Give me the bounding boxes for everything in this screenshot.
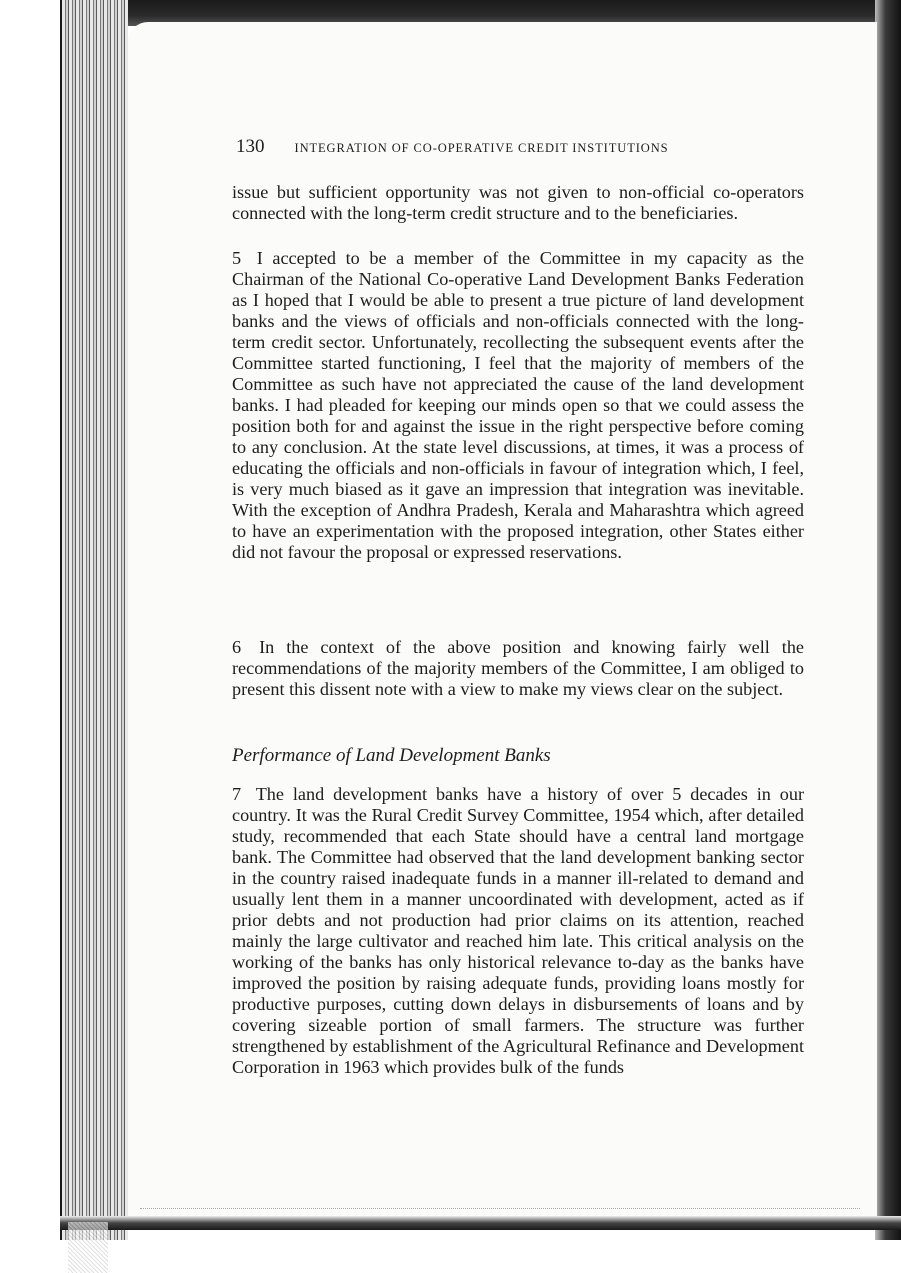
paragraph-number: 6 [232, 637, 242, 657]
paragraph-text: In the context of the above position and knowing fairly well the recommendations of the majority members of the Committee, I am obliged to present this dissent note with a view to make my views clear on the subject. [232, 637, 804, 699]
section-heading: Performance of Land Development Banks [232, 745, 551, 766]
paragraph-7 [232, 784, 804, 1078]
page-number: 130 [236, 136, 265, 157]
paragraph-number: 7 [232, 784, 242, 804]
paragraph-continued [232, 182, 804, 224]
paragraph-text: issue but sufficient opportunity was not given to non-official co-operators connected with the long-term credit structure and to the beneficiaries. [232, 182, 804, 223]
stacked-page-edges [62, 0, 128, 1240]
scan-artifact [68, 1222, 108, 1273]
paragraph-number: 5 [232, 248, 242, 268]
running-head: INTEGRATION OF CO-OPERATIVE CREDIT INSTITUTIONS [294, 141, 669, 155]
page-header [236, 136, 756, 158]
book-bottom-edge [60, 1216, 901, 1230]
paragraph-text: I accepted to be a member of the Committee in my capacity as the Chairman of the National Co-operative Land Development Banks Federation as I hoped that I would be able to present a true picture of land development banks and the views of officials and non-officials connected with the long-term credit sector. Unfortunately, recollecting the subsequent events after the Committee started functioning, I feel that the majority of members of the Committee as such have not appreciated the cause of the land development banks. I had pleaded for keeping our minds open so that we could assess the position both for and against the issue in the right perspective before coming to any conclusion. At the state level discussions, at times, it was a process of educating the officials and non-officials in favour of integration which, I feel, is very much biased as it gave an impression that integration was inevitable. With the exception of Andhra Pradesh, Kerala and Maharashtra which agreed to have an experimentation with the proposed integration, other States either did not favour the proposal or expressed reservations. [232, 248, 804, 562]
paragraph-text: The land development banks have a history of over 5 decades in our country. It was the Rural Credit Survey Committee, 1954 which, after detailed study, recommended that each State should have a central land mortgage bank. The Committee had observed that the land development banking sector in the country raised inadequate funds in a manner ill-related to demand and usually lent them in a manner uncoordinated with development, acted as if prior debts and not production had prior claims on its attention, reached mainly the large cultivator and reached him late. This critical analysis on the working of the banks has only historical relevance to-day as the banks have improved the position by raising adequate funds, providing loans mostly for productive purposes, cutting down delays in disbursements of loans and by covering sizeable portion of small farmers. The structure was further strengthened by establishment of the Agricultural Refinance and Development Corporation in 1963 which provides bulk of the funds [232, 784, 804, 1077]
paragraph-5 [232, 248, 804, 563]
bottom-dotted-rule [140, 1208, 860, 1210]
book-right-edge [875, 0, 901, 1240]
paragraph-6 [232, 637, 804, 700]
